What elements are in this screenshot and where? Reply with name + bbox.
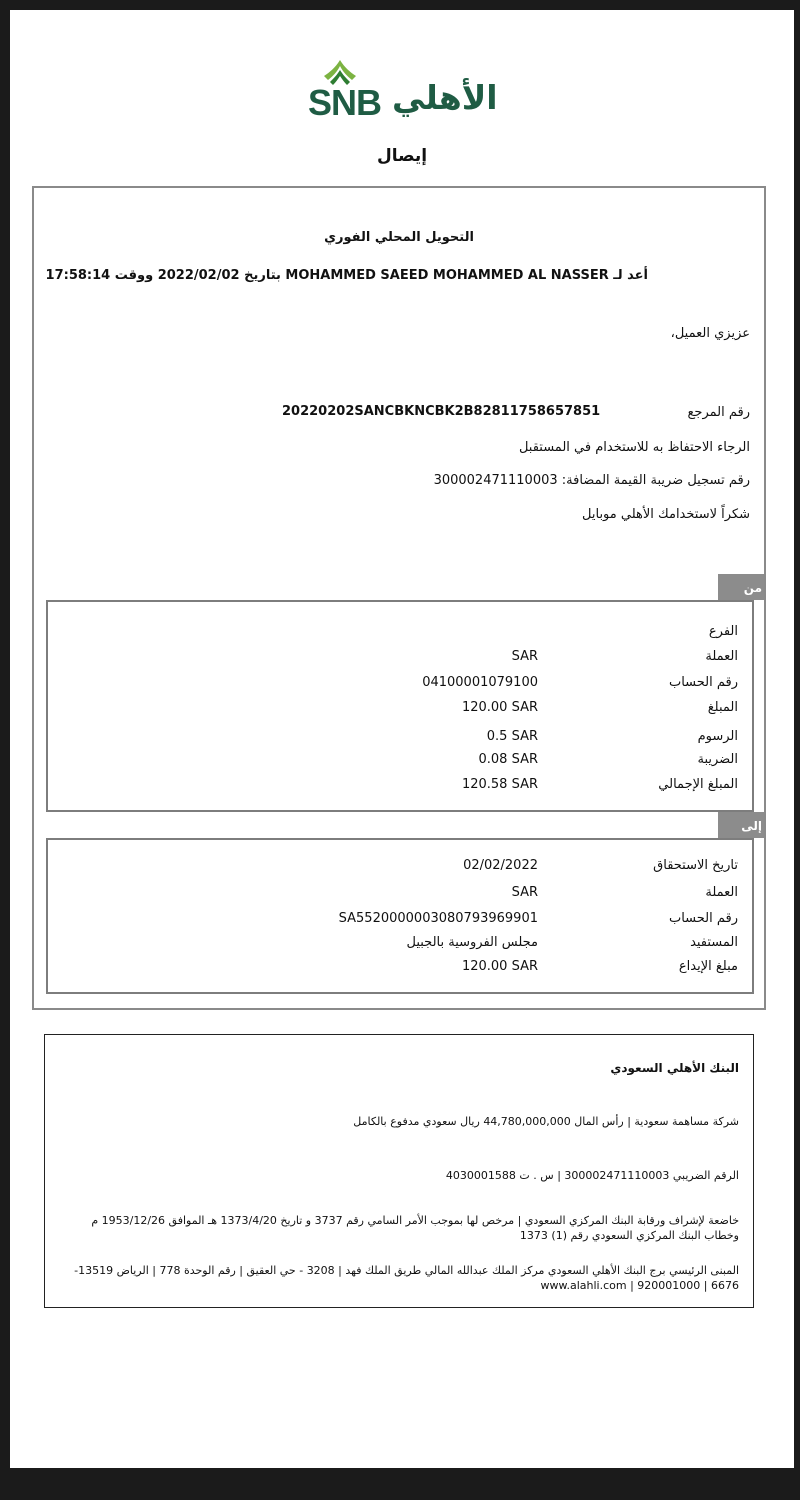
from-row-tax [48,752,752,772]
company-line: شركة مساهمة سعودية | رأس المال 44,780,000,000 ريال سعودي مدفوع بالكامل [353,1115,739,1128]
from-section-tab [718,574,764,600]
tax-line: الرقم الضريبي 300002471110003 | س . ت 4030001588 [445,1169,739,1182]
from-row-total [48,777,752,797]
row-label: المستفيد [690,935,738,950]
to-section-box [46,838,754,994]
from-section-box [46,600,754,812]
from-row-currency [48,649,752,669]
vat-line: رقم تسجيل ضريبة القيمة المضافة: 300002471110003 [433,473,750,488]
row-label: تاريخ الاستحقاق [653,858,738,873]
to-row-currency [48,885,752,905]
row-value: 02/02/2022 [463,858,538,873]
from-row-amount [48,700,752,720]
bank-footer [44,1034,754,1308]
row-value: SAR [511,885,538,900]
page-title: إيصال [376,146,428,166]
row-value: 0.08 SAR [478,752,538,767]
keep-note: الرجاء الاحتفاظ به للاستخدام في المستقبل [518,440,750,455]
row-value: مجلس الفروسية بالجبيل [406,935,538,950]
row-value: 120.00 SAR [461,959,538,974]
receipt-page [10,10,794,1468]
address-line: المبنى الرئيسي برج البنك الأهلي السعودي مركز الملك عبدالله المالي طريق الملك فهد | 3208 - حي العقيق | رقم الوحدة 778 | الرياض 13519-6676 | www.alahli.com | 920001000 [74,1264,739,1292]
from-tab-label: من [743,581,762,595]
receipt-frame [32,186,766,1010]
row-value: 0.5 SAR [486,729,538,744]
logo-latin-text: SNB [308,82,382,123]
row-label: العملة [705,885,738,900]
from-row-fees [48,729,752,749]
row-label: الضريبة [697,752,738,767]
row-label: مبلغ الإيداع [678,959,738,974]
from-row-account [48,675,752,695]
row-label: العملة [705,649,738,664]
row-label: المبلغ الإجمالي [658,777,738,792]
to-row-due-date [48,858,752,878]
reference-value: 20220202SANCBKNCBK2B82811758657851 [282,404,601,419]
row-value: SAR [511,649,538,664]
to-row-account [48,911,752,931]
bank-name: البنك الأهلي السعودي [610,1061,739,1075]
row-value: 120.00 SAR [461,700,538,715]
to-row-deposit-amount [48,959,752,979]
thanks-line: شكراً لاستخدامك الأهلي موبايل [582,507,750,522]
snb-logo [308,58,498,134]
row-value: SA5520000003080793969901 [338,911,538,926]
row-value: 04100001079100 [422,675,538,690]
transfer-type: التحويل المحلي الفوري [324,230,474,245]
row-label: رقم الحساب [668,675,738,690]
row-label: المبلغ [707,700,738,715]
row-label: الرسوم [697,729,738,744]
prepared-for-line: أعد لـ MOHAMMED SAEED MOHAMMED AL NASSER بتاريخ 2022/02/02 ووقت 17:58:14 [45,268,648,283]
to-tab-label: إلى [741,819,762,833]
from-row-branch [48,624,752,644]
greeting: عزيزي العميل، [670,326,750,341]
row-label: الفرع [708,624,738,639]
to-section-tab [718,812,764,838]
to-row-beneficiary [48,935,752,955]
row-label: رقم الحساب [668,911,738,926]
logo-arabic-text: الأهلي [392,78,498,117]
row-value: 120.58 SAR [461,777,538,792]
regulation-line: خاضعة لإشراف ورقابة البنك المركزي السعودي | مرخص لها بموجب الأمر السامي رقم 3737 و تاريخ 1373/4/20 هـ الموافق 1953/12/26 م وخطاب البنك المركزي السعودي رقم (1) 1373 [91,1214,739,1242]
reference-label: رقم المرجع [687,405,750,420]
